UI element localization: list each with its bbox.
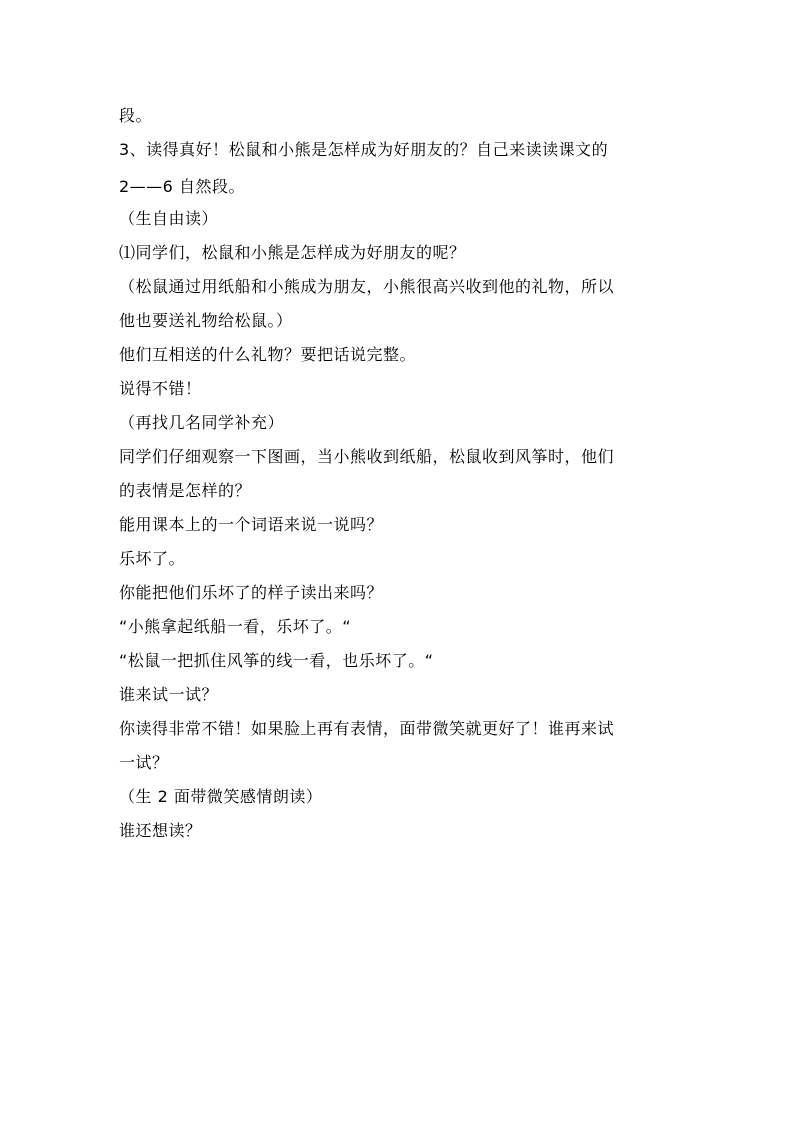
- text-line: 能用课本上的一个词语来说一说吗？: [119, 515, 384, 534]
- text-line: 3、读得真好！松鼠和小熊是怎样成为好朋友的？自己来读读课文的: [119, 140, 609, 159]
- text-line: 2——6 自然段。: [119, 177, 245, 196]
- text-line: 谁来试一试？: [119, 685, 219, 704]
- text-line: 一试？: [119, 753, 169, 772]
- text-line: （生 2 面带微笑感情朗读）: [119, 787, 323, 806]
- text-line: 你读得非常不错！如果脸上再有表情，面带微笑就更好了！谁再来试: [119, 719, 615, 738]
- text-line: 谁还想读？: [119, 821, 202, 840]
- text-line: 他也要送礼物给松鼠。）: [119, 311, 293, 330]
- text-line: 的表情是怎样的？: [119, 481, 252, 500]
- text-line: （松鼠通过用纸船和小熊成为朋友，小熊很高兴收到他的礼物，所以: [119, 277, 615, 296]
- text-line: 说得不错！: [119, 379, 202, 398]
- text-line: （生自由读）: [119, 209, 219, 228]
- text-line: 你能把他们乐坏了的样子读出来吗？: [119, 583, 384, 602]
- text-line: 同学们仔细观察一下图画，当小熊收到纸船，松鼠收到风筝时，他们: [119, 447, 615, 466]
- text-line: 段。: [119, 106, 153, 125]
- text-line: “松鼠一把抓住风筝的线一看，也乐坏了。“: [119, 651, 434, 670]
- text-line: ⑴同学们，松鼠和小熊是怎样成为好朋友的呢？: [119, 243, 466, 262]
- text-line: （再找几名同学补充）: [119, 413, 285, 432]
- text-line: 他们互相送的什么礼物？要把话说完整。: [119, 345, 417, 364]
- document-body: [119, 102, 679, 845]
- text-line: 乐坏了。: [119, 549, 186, 568]
- text-line: “小熊拿起纸船一看，乐坏了。“: [119, 617, 352, 636]
